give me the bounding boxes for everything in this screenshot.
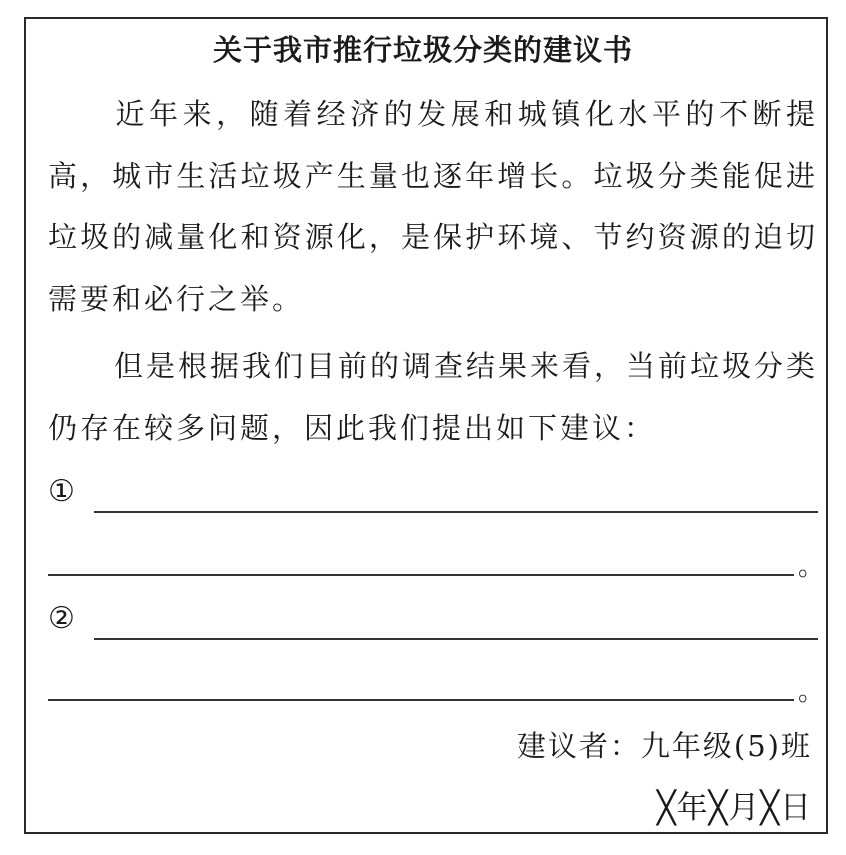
paragraph-problem-text: 但是根据我们目前的调查结果来看，当前垃圾分类仍存在较多问题，因此我们提出如下建议：: [48, 349, 819, 445]
paragraph-intro: [48, 84, 818, 330]
suggestion-1-blank-line-b[interactable]: [48, 574, 794, 576]
suggestion-2-second-line: [48, 655, 825, 707]
paragraph-intro-text: 近年来，随着经济的发展和城镇化水平的不断提高，城市生活垃圾产生量也逐年增长。垃圾分类能促进垃圾的减量化和资源化，是保护环境、节约资源的迫切需要和必行之举。: [48, 97, 818, 316]
document-title: 关于我市推行垃圾分类的建议书: [212, 33, 633, 67]
suggestion-2-period: 。: [798, 677, 825, 707]
suggestion-1-first-line: [48, 470, 818, 520]
suggestion-2-first-line: [48, 597, 818, 647]
suggestion-1-blank-line-a[interactable]: [94, 511, 818, 513]
signer-line: 建议者：九年级(5)班: [516, 729, 812, 763]
suggestion-2-blank-line-b[interactable]: [48, 699, 794, 701]
paragraph-problem: [48, 336, 818, 459]
suggestion-1-second-line: [48, 530, 825, 582]
suggestion-number-1: ①: [48, 474, 75, 509]
suggestion-number-2: ②: [48, 601, 75, 636]
suggestion-2-blank-line-a[interactable]: [94, 638, 818, 640]
date-line: ╳年╳月╳日: [657, 790, 812, 826]
suggestion-1-period: 。: [798, 552, 825, 582]
